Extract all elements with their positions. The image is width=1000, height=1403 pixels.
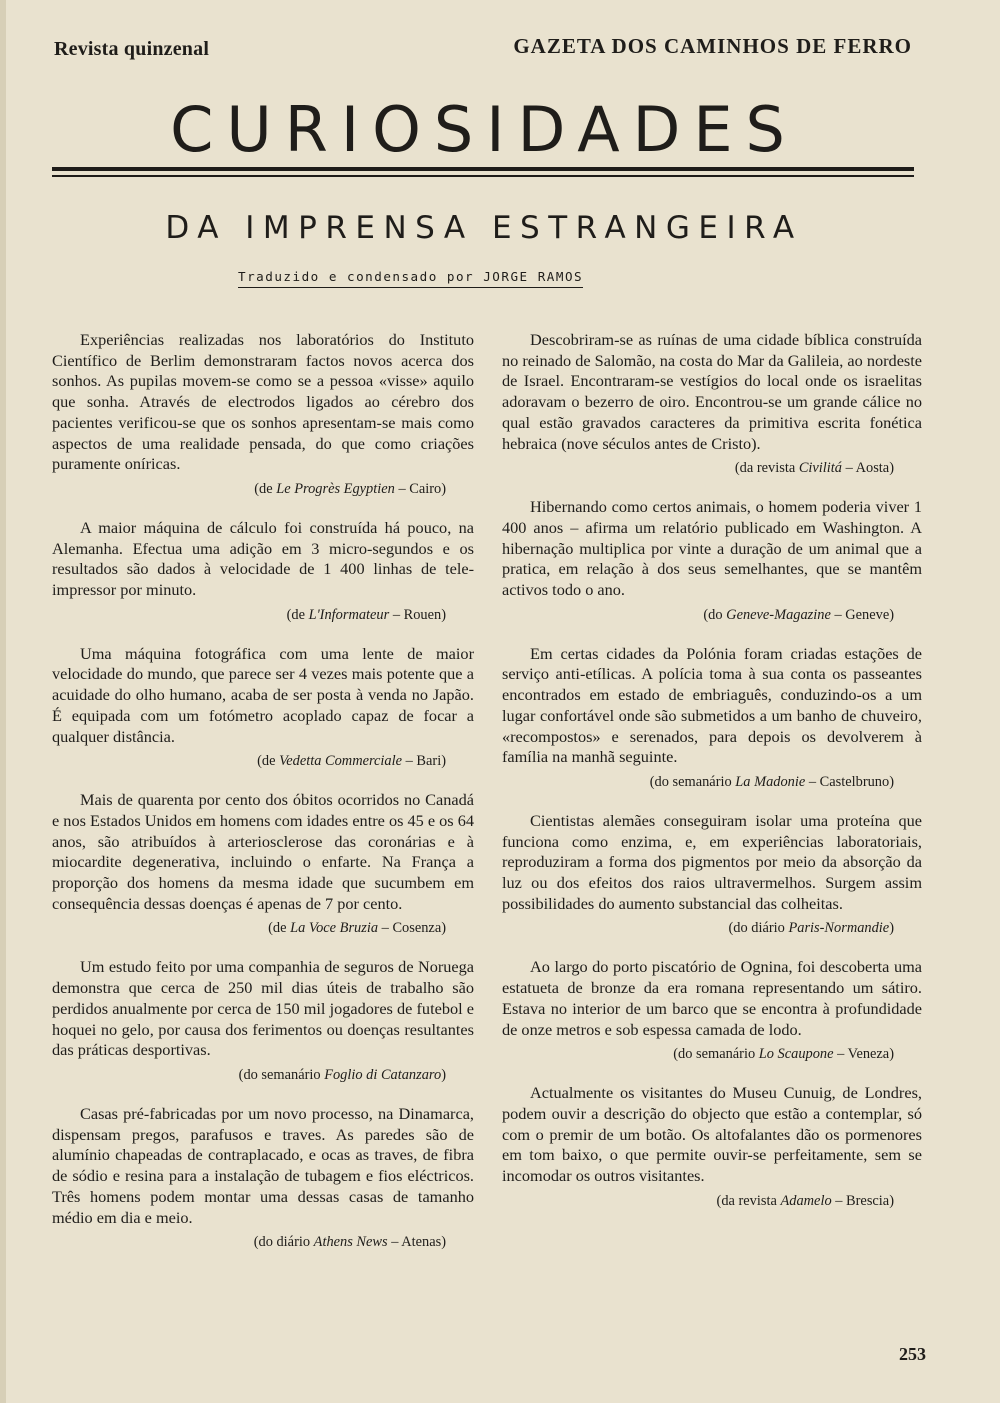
source-prefix: (de	[268, 920, 287, 937]
article-entry	[52, 1104, 474, 1251]
right-column	[502, 330, 922, 1230]
article-source	[52, 480, 446, 498]
article-text: Experiências realizadas nos laboratórios do Instituto Científico de Berlim demonstraram factos novos acerca dos sonhos. As pupilas movem-se como se a pessoa «visse» aquilo que sonha. Através de electrodos ligados ao cérebro dos pacientes verificou-se que os sonhos apresentam-se mais como aspectos de uma realidade pensada, do que como criações puramente oníricas.	[52, 330, 474, 474]
source-publication: Vedetta Commerciale	[279, 753, 403, 770]
article-source	[52, 1066, 446, 1084]
article-source	[52, 919, 446, 937]
source-suffix: – Geneve)	[834, 606, 894, 623]
source-suffix: – Atenas)	[391, 1234, 446, 1251]
source-prefix: (do diário	[728, 920, 785, 937]
source-suffix: – Cosenza)	[381, 920, 446, 937]
source-prefix: (do	[703, 606, 723, 623]
article-text: Ao largo do porto piscatório de Ognina, foi descoberta uma estatueta de bronze da era romana representando um sátiro. Estava no interior de um barco que se encontra à profundidade de onze metros e sob espessa camada de lodo.	[502, 957, 922, 1039]
article-source	[52, 1233, 446, 1251]
source-publication: Adamelo	[780, 1192, 832, 1209]
source-publication: La Madonie	[735, 773, 806, 790]
source-suffix: )	[889, 920, 894, 937]
source-suffix: )	[441, 1066, 446, 1083]
article-entry	[52, 518, 474, 624]
article-entry	[502, 330, 922, 477]
article-source	[502, 1192, 894, 1210]
article-text: Hibernando como certos animais, o homem poderia viver 1 400 anos – afirma um relatório publicado em Washington. A hibernação multiplica por vinte a duração de um animal que a pratica, em relação à dos seus semelhantes, que se mantêm activos todo o ano.	[502, 497, 922, 600]
article-text: Descobriram-se as ruínas de uma cidade bíblica construída no reinado de Salomão, na costa do Mar da Galileia, ao nordeste de Israel. Encontraram-se vestígios do local onde os israelitas adoravam o bezerro de oiro. Encontrou-se um grande cálice no qual estão gravados caracteres da primitiva escrita fonética hebraica (nove séculos antes de Cristo).	[502, 330, 923, 453]
article-text: Casas pré-fabricadas por um novo processo, na Dinamarca, dispensam pregos, parafusos e traves. As paredes são de alumínio chapeadas de contraplacado, e ocas as traves, de fibra de sódio e resina para a instalação de tubagem e fios eléctricos. Três homens podem montar uma dessas casas de tamanho médio em dia e meio.	[52, 1103, 474, 1227]
article-source	[502, 459, 894, 477]
article-text: A maior máquina de cálculo foi construída há pouco, na Alemanha. Efectua uma adição em 3 micro-segundos e os resultados são dados à velocidade de 1 400 linhas de tele-impressor por minuto.	[52, 517, 474, 600]
source-publication: Foglio di Catanzaro	[324, 1066, 442, 1083]
article-entry	[502, 811, 922, 938]
page-spine-shadow	[0, 0, 6, 1403]
article-source	[502, 919, 894, 937]
article-text: Em certas cidades da Polónia foram criadas estações de serviço anti-etílicas. A polícia toma à sua conta os passeantes encontrados em estado de embriaguês, conduzindo-os a um lugar confortável onde são submetidos a um banho de chuveiro, «recompostos» e serenados, para depois os devolverem à família na manhã seguinte.	[502, 643, 922, 767]
source-suffix: – Veneza)	[837, 1046, 894, 1063]
source-suffix: – Cairo)	[398, 480, 446, 497]
source-publication: Civilitá	[798, 460, 843, 477]
article-entry	[502, 497, 922, 624]
source-suffix: – Brescia)	[835, 1192, 894, 1209]
left-column	[52, 330, 474, 1271]
article-entry	[502, 1083, 922, 1210]
source-prefix: (do semanário	[238, 1066, 321, 1083]
header-periodicity: Revista quinzenal	[54, 38, 210, 60]
page-number: 253	[899, 1344, 926, 1364]
page-title: CURIOSIDADES	[170, 93, 798, 166]
source-prefix: (do semanário	[673, 1046, 756, 1063]
article-text: Actualmente os visitantes do Museu Cunuig, de Londres, podem ouvir a descrição do objecto que estão a contemplar, só com o premir de um botão. Os altofalantes dão os pormenores em tom baixo, o que permite ouvir-se perfeitamente, sem se incomodar os outros visitantes.	[502, 1083, 922, 1186]
source-publication: Le Progrès Egyptien	[276, 480, 395, 497]
article-text: Cientistas alemães conseguiram isolar uma proteína que funciona como enzima, e, em experiências laboratoriais, reproduziram a forma dos pigmentos por meio da absorção da luz ou dos efeitos dos raios ultravermelhos. Surgem assim possibilidades do aumento substancial das colheitas.	[502, 810, 922, 913]
source-suffix: – Castelbruno)	[808, 773, 894, 790]
article-source	[52, 752, 446, 770]
header-magazine-name: GAZETA DOS CAMINHOS DE FERRO	[513, 34, 912, 58]
article-source	[502, 773, 894, 791]
article-entry	[52, 644, 474, 771]
source-publication: Lo Scaupone	[758, 1046, 834, 1063]
source-publication: L'Informateur	[308, 606, 390, 623]
source-publication: La Voce Bruzia	[290, 920, 379, 937]
article-source	[52, 606, 446, 624]
article-source	[502, 1045, 894, 1063]
source-prefix: (de	[257, 753, 276, 770]
article-text: Um estudo feito por uma companhia de seguros de Noruega demonstra que cerca de 250 mil dias úteis de trabalho são perdidos anualmente por cerca de 150 mil jogadores de futebol e hoquei no gelo, por causa dos ferimentos ou doenças resultantes das práticas desportivas.	[52, 957, 474, 1060]
article-source	[502, 606, 894, 624]
article-entry	[52, 957, 474, 1084]
source-suffix: – Rouen)	[392, 606, 446, 623]
source-prefix: (de	[254, 480, 273, 497]
title-rule-thin	[52, 175, 914, 177]
source-prefix: (da revista	[716, 1192, 777, 1209]
article-entry	[502, 957, 922, 1063]
source-publication: Geneve-Magazine	[726, 606, 831, 623]
source-suffix: – Bari)	[405, 753, 446, 770]
article-entry	[52, 330, 474, 498]
byline: Traduzido e condensado por JORGE RAMOS	[238, 268, 583, 288]
source-suffix: – Aosta)	[845, 460, 894, 477]
source-prefix: (de	[286, 606, 305, 623]
source-publication: Paris-Normandie	[788, 920, 890, 937]
source-prefix: (do semanário	[649, 773, 732, 790]
page-subtitle: DA IMPRENSA ESTRANGEIRA	[165, 210, 803, 246]
article-entry	[52, 790, 474, 937]
source-publication: Athens News	[313, 1234, 388, 1251]
article-text: Uma máquina fotográfica com uma lente de maior velocidade do mundo, que parece ser 4 vezes mais potente que a acuidade do olho humano, acaba de ser posta à venda no Japão. É equipada com um fotómetro acoplado capaz de focar a qualquer distância.	[52, 643, 474, 746]
article-entry	[502, 644, 922, 791]
article-text: Mais de quarenta por cento dos óbitos ocorridos no Canadá e nos Estados Unidos em homens com idades entre os 45 e os 64 anos, são atribuídos à arteriosclerose das coronárias e à miocardite degenerativa, incluindo o enfarte. Na França a proporção dos homens da mesma idade que sucumbem em consequência dessas doenças é apenas de 7 por cento.	[52, 790, 474, 913]
source-prefix: (da revista	[734, 460, 796, 477]
source-prefix: (do diário	[253, 1234, 311, 1251]
title-rule-thick	[52, 167, 914, 171]
